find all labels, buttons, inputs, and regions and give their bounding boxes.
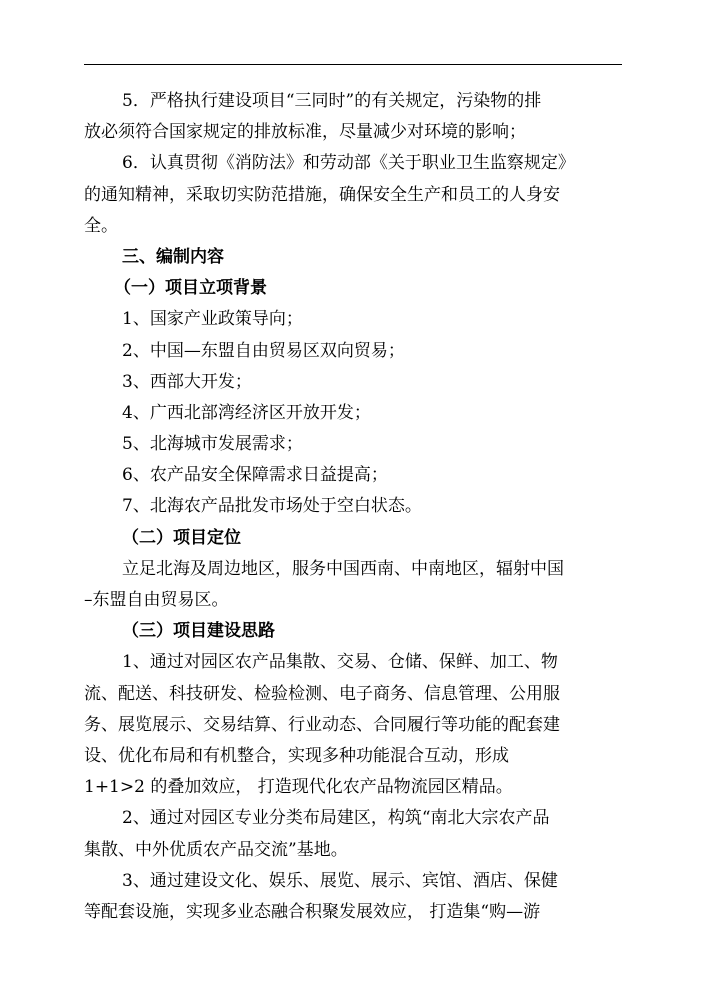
list-item: 4、广西北部湾经济区开放开发； (122, 402, 371, 423)
paragraph-line: 2、通过对园区专业分类布局建区，构筑“南北大宗农产品 (122, 808, 550, 829)
paragraph-line: 6．认真贯彻《消防法》和劳动部《关于职业卫生监察规定》 (122, 153, 575, 174)
paragraph-line: 设、优化布局和有机整合，实现多种功能混合互动，形成 (84, 745, 509, 766)
subsection-heading: （二）项目定位 (122, 527, 241, 548)
paragraph-line: 集散、中外优质农产品交流”基地。 (84, 839, 348, 860)
paragraph-line: 3、通过建设文化、娱乐、展览、展示、宾馆、酒店、保健 (122, 870, 558, 891)
list-item: 7、北海农产品批发市场处于空白状态。 (122, 496, 422, 517)
list-item: 2、中国—东盟自由贸易区双向贸易； (122, 340, 405, 361)
paragraph-line: 的通知精神，采取切实防范措施，确保安全生产和员工的人身安 (84, 184, 560, 205)
list-item: 5、北海城市发展需求； (122, 434, 303, 455)
subsection-heading: （一）项目立项背景 (114, 278, 267, 299)
list-item: 1、国家产业政策导向； (122, 309, 303, 330)
paragraph-line: –东盟自由贸易区。 (84, 590, 229, 610)
paragraph-line: 5．严格执行建设项目“三同时”的有关规定，污染物的排 (122, 91, 542, 111)
list-item: 6、农产品安全保障需求日益提高； (122, 465, 388, 486)
header-rule (84, 64, 622, 65)
list-item: 3、西部大开发； (122, 371, 252, 392)
paragraph-line: 1+1>2 的叠加效应， 打造现代化农产品物流园区精品。 (84, 777, 513, 798)
paragraph-line: 流、配送、科技研发、检验检测、电子商务、信息管理、公用服 (84, 683, 560, 704)
paragraph-line: 立足北海及周边地区，服务中国西南、中南地区，辐射中国 (122, 558, 564, 579)
section-heading: 三、编制内容 (122, 246, 224, 267)
paragraph-line: 全。 (84, 215, 118, 236)
paragraph-line: 放必须符合国家规定的排放标准，尽量减少对环境的影响； (84, 122, 526, 143)
subsection-heading: （三）项目建设思路 (122, 621, 275, 642)
paragraph-line: 务、展览展示、交易结算、行业动态、合同履行等功能的配套建 (84, 714, 560, 735)
paragraph-line: 1、通过对园区农产品集散、交易、仓储、保鲜、加工、物 (122, 652, 558, 673)
paragraph-line: 等配套设施，实现多业态融合积聚发展效应， 打造集“购—游 (84, 901, 541, 922)
document-body (84, 86, 622, 928)
